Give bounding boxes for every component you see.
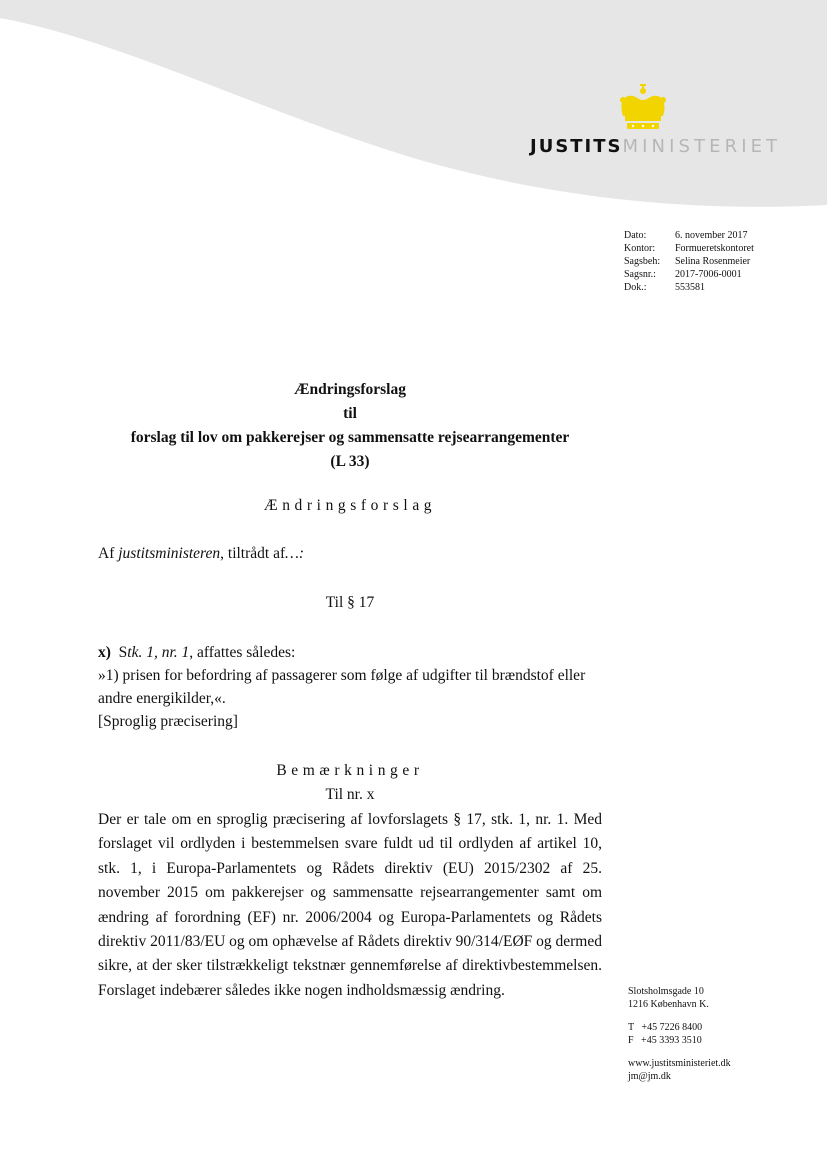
footer-city: 1216 København K. [628,999,709,1010]
title-line-2: til [343,405,357,422]
meta-key: Dato: [624,230,647,241]
meta-value: 6. november 2017 [675,230,748,241]
remarks-heading: Bemærkninger [276,762,424,779]
meta-value: 553581 [675,282,705,293]
minister-name: justitsministeren [118,545,221,562]
meta-value: Selina Rosenmeier [675,256,751,267]
intro-ellipsis: …: [285,545,305,562]
document-title [100,378,600,474]
amendment-body [98,641,608,733]
amendment-line [98,641,608,664]
remarks-text: Der er tale om en sproglig præcisering af lovforslagets § 17, stk. 1, nr. 1. Med forslaget vil ordlyden i bestemmelsen svare fuldt ud til ordlyden af artikel 10, stk. 1, i Europa-Parlamentets og Rådets direktiv (EU) 2015/2302 af 25. november 2015 om pakkerejser og sammensatte rejsearrangementer samt om ændring af forordning (EF) nr. 2006/2004 og Europa-Parlamentets og Rådets direktiv 2011/83/EU og om ophævelse af Rådets direktiv 90/314/EØF og dermed sikre, at der sker tilstrækkeligt tekstnær gennemførelse af direktivbestemmelsen. Forslaget indebærer således ikke nogen indholdsmæssig ændring. [98,811,602,999]
meta-value: 2017-7006-0001 [675,269,742,280]
footer-web-link[interactable]: www.justitsministeriet.dk [628,1058,731,1069]
amendment-s: S [118,644,128,661]
intro-prefix: Af [98,545,119,562]
meta-key: Kontor: [624,243,656,254]
ministry-logo [530,136,781,157]
meta-key: Sagsbeh: [624,256,661,267]
footer-address [628,985,731,1093]
document-metadata [624,229,754,294]
amendment-quote: »1) prisen for befordring af passagerer som følge af udgifter til brændstof eller andre energikilder,«. [98,667,586,707]
remarks-reference: Til nr. x [325,786,375,803]
header-swoosh [0,0,827,215]
footer-phones [628,1021,731,1047]
amendment-stk: tk. 1, nr. 1 [127,644,190,661]
section-reference: Til § 17 [325,594,375,611]
logo-part-ministeriet: MINISTERIET [622,136,782,157]
title-line-4: (L 33) [330,453,370,470]
amendment-label: x) [98,644,111,661]
footer-fax: F +45 3393 3510 [628,1035,702,1046]
meta-row-case-number [624,268,754,281]
meta-row-case-officer [624,255,754,268]
footer-online [628,1057,731,1083]
amendment-rest: , affattes således: [189,644,296,661]
meta-row-office [624,242,754,255]
meta-key: Sagsnr.: [624,269,656,280]
title-line-1: Ændringsforslag [294,381,406,398]
crown-icon [617,84,669,130]
footer-phone: T +45 7226 8400 [628,1022,703,1033]
amendment-note: [Sproglig præcisering] [98,713,238,730]
footer-postal [628,985,731,1011]
meta-value: Formueretskontoret [675,243,754,254]
amendment-heading: Ændringsforslag [263,497,437,514]
meta-row-date [624,229,754,242]
title-line-3: forslag til lov om pakkerejser og sammensatte rejsearrangementer [130,429,570,446]
meta-key: Dok.: [624,282,647,293]
logo-part-justits: JUSTITS [530,136,623,157]
meta-row-document [624,281,754,294]
footer-email-link[interactable]: jm@jm.dk [628,1071,671,1082]
intro-mid: , tiltrådt af [220,545,286,562]
proposer-line [98,545,304,563]
footer-street: Slotsholmsgade 10 [628,986,704,997]
